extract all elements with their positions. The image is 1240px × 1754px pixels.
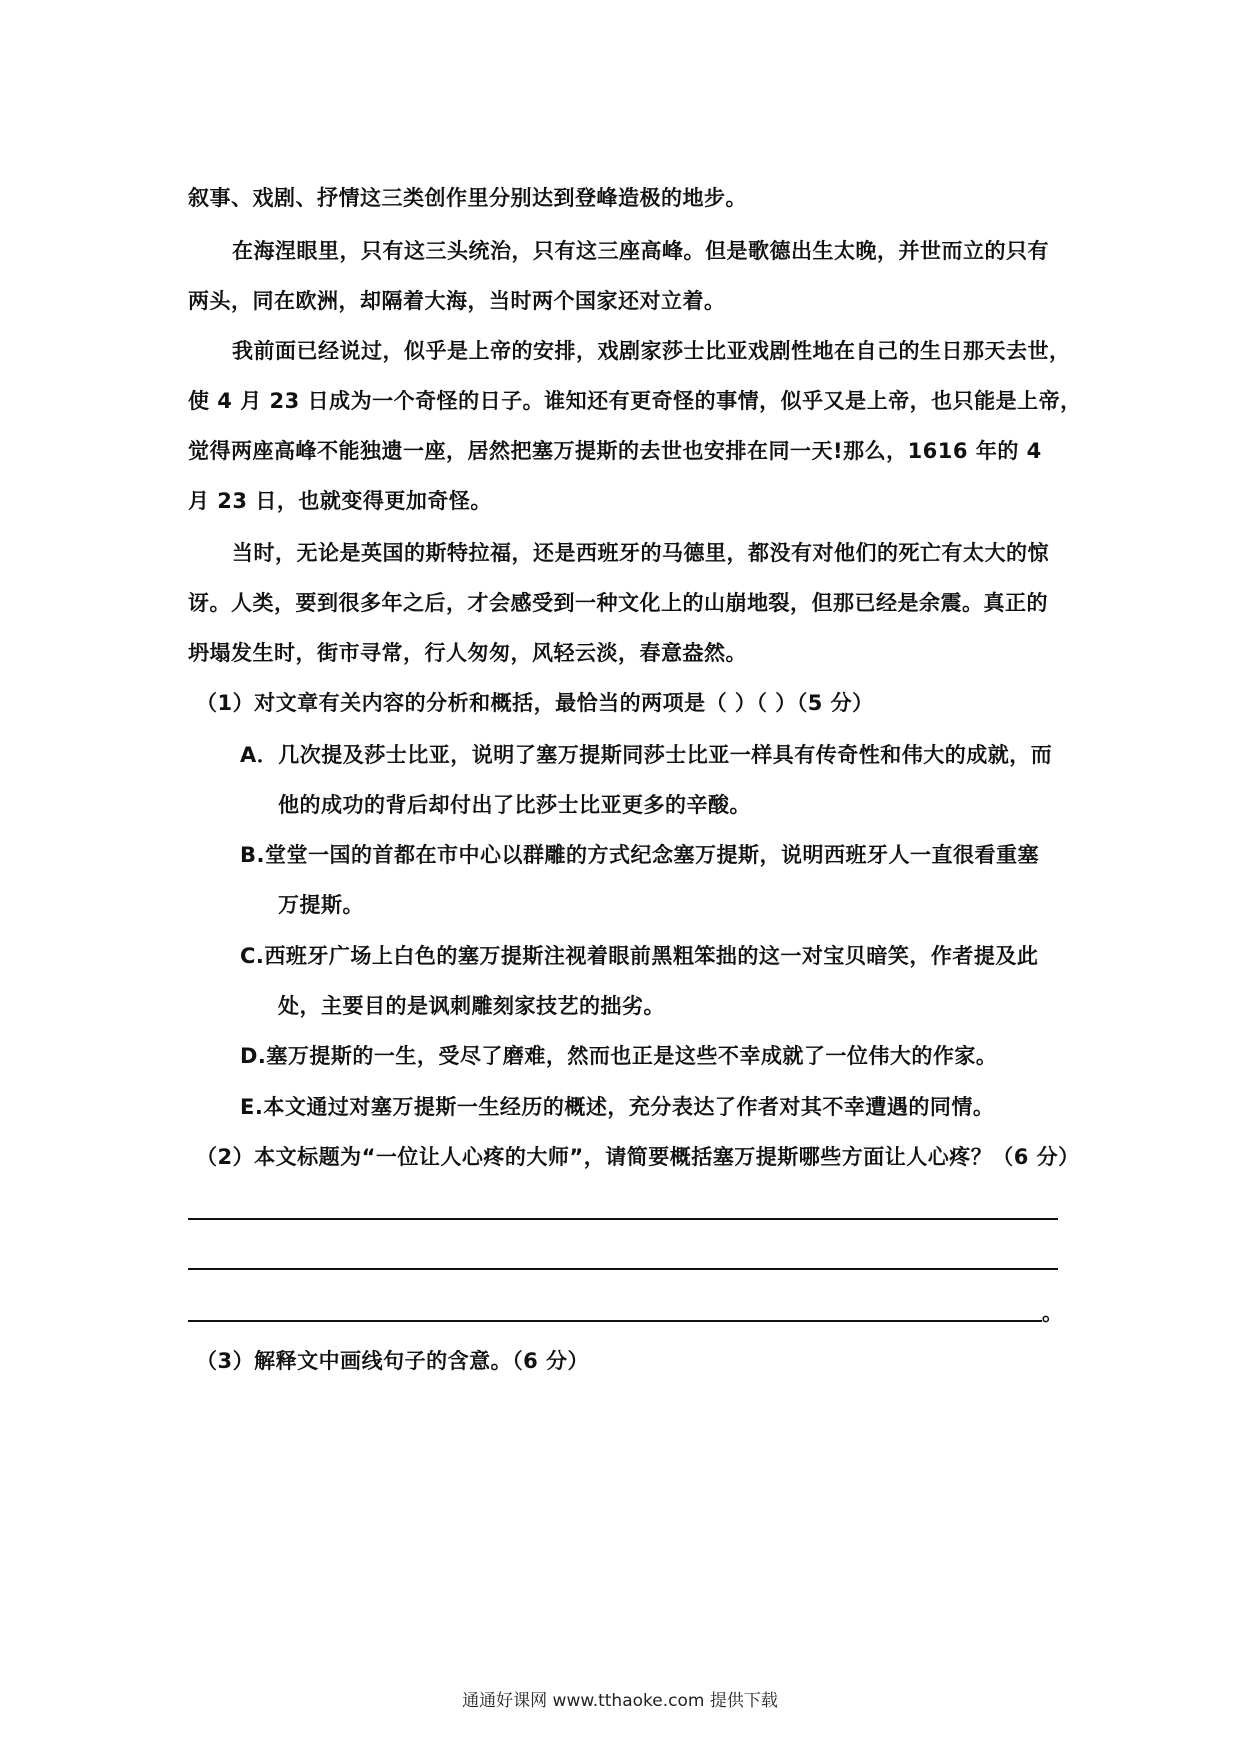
option-b-line-1: B.堂堂一国的首都在市中心以群雕的方式纪念塞万提斯，说明西班牙人一直很看重塞	[240, 843, 1039, 867]
paragraph-2-line-1: 在海涅眼里，只有这三头统治，只有这三座高峰。但是歌德出生太晚，并世而立的只有	[232, 239, 1049, 263]
question-3-stem: （3）解释文中画线句子的含意。（6 分）	[196, 1349, 590, 1373]
paragraph-4-line-3: 坍塌发生时，街市寻常，行人匆匆，风轻云淡，春意盎然。	[188, 641, 747, 665]
paragraph-2-line-2: 两头，同在欧洲，却隔着大海，当时两个国家还对立着。	[188, 289, 726, 313]
page-footer: 通通好课网 www.tthaoke.com 提供下载	[462, 1691, 778, 1711]
answer-line-3[interactable]	[188, 1320, 1042, 1322]
option-a-line-1: A．几次提及莎士比亚，说明了塞万提斯同莎士比亚一样具有传奇性和伟大的成就，而	[240, 743, 1053, 767]
paragraph-3-line-3: 觉得两座高峰不能独遗一座，居然把塞万提斯的去世也安排在同一天!那么，1616 年的 4	[188, 439, 1042, 463]
option-a-line-2: 他的成功的背后却付出了比莎士比亚更多的辛酸。	[278, 793, 751, 817]
paragraph-4-line-1: 当时，无论是英国的斯特拉福，还是西班牙的马德里，都没有对他们的死亡有太大的惊	[232, 541, 1049, 565]
option-c-line-2: 处，主要目的是讽刺雕刻家技艺的拙劣。	[278, 994, 665, 1018]
paragraph-3-line-1: 我前面已经说过，似乎是上帝的安排，戏剧家莎士比亚戏剧性地在自己的生日那天去世，	[232, 339, 1071, 363]
answer-line-1[interactable]	[188, 1218, 1058, 1220]
paragraph-3-line-2: 使 4 月 23 日成为一个奇怪的日子。谁知还有更奇怪的事情，似乎又是上帝，也只能是上帝，	[188, 389, 1082, 413]
option-e: E.本文通过对塞万提斯一生经历的概述，充分表达了作者对其不幸遭遇的同情。	[240, 1095, 995, 1119]
paragraph-4-line-2: 讶。人类，要到很多年之后，才会感受到一种文化上的山崩地裂，但那已经是余震。真正的	[188, 591, 1048, 615]
option-b-line-2: 万提斯。	[278, 893, 364, 917]
question-2-stem: （2）本文标题为“一位让人心疼的大师”，请简要概括塞万提斯哪些方面让人心疼？（6 分）	[196, 1145, 1080, 1169]
option-d: D.塞万提斯的一生，受尽了磨难，然而也正是这些不幸成就了一位伟大的作家。	[240, 1044, 998, 1068]
question-1-stem: （1）对文章有关内容的分析和概括，最恰当的两项是（ ）（ ）（5 分）	[196, 691, 874, 715]
option-c-line-1: C.西班牙广场上白色的塞万提斯注视着眼前黑粗笨拙的这一对宝贝暗笑，作者提及此	[240, 944, 1039, 968]
answer-line-2[interactable]	[188, 1268, 1058, 1270]
paragraph-3-line-4: 月 23 日，也就变得更加奇怪。	[188, 489, 492, 513]
paragraph-1-line-1: 叙事、戏剧、抒情这三类创作里分别达到登峰造极的地步。	[188, 186, 747, 210]
answer-end-mark: 。	[1042, 1301, 1063, 1325]
